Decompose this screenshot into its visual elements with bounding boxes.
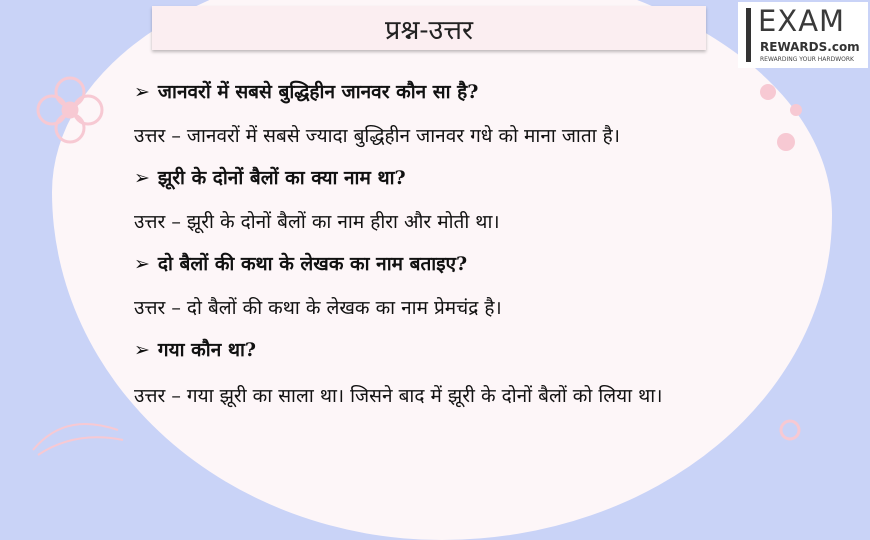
logo-exam-text: EXAM <box>758 4 846 38</box>
question-1 <box>134 74 794 118</box>
logo-bar <box>746 8 751 62</box>
logo-tagline: REWARDING YOUR HARDWORK <box>760 56 854 63</box>
answer-1: उत्तर – जानवरों में सबसे ज्यादा बुद्धिहीन जानवर गधे को माना जाता है। <box>134 125 620 147</box>
page-title: प्रश्न-उत्तर <box>152 6 706 50</box>
logo-rewards-text: REWARDS.com <box>760 40 860 54</box>
question-text: जानवरों में सबसे बुद्धिहीन जानवर कौन सा है? <box>157 81 479 103</box>
bullet-arrow-icon: ➢ <box>134 81 150 103</box>
question-text: दो बैलों की कथा के लेखक का नाम बताइए? <box>157 253 468 275</box>
exam-rewards-logo <box>738 2 868 68</box>
question-3 <box>134 246 794 290</box>
answer-2: उत्तर – झूरी के दोनों बैलों का नाम हीरा और मोती था। <box>134 211 500 233</box>
bullet-arrow-icon: ➢ <box>134 253 150 275</box>
flower-decoration-icon <box>30 70 110 150</box>
answer-4: उत्तर – गया झूरी का साला था। जिसने बाद में झूरी के दोनों बैलों को लिया था। <box>134 385 663 407</box>
answer-3: उत्तर – दो बैलों की कथा के लेखक का नाम प्रेमचंद्र है। <box>134 297 502 319</box>
bullet-arrow-icon: ➢ <box>134 339 150 361</box>
bullet-arrow-icon: ➢ <box>134 167 150 189</box>
question-text: गया कौन था? <box>157 339 257 361</box>
question-text: झूरी के दोनों बैलों का क्या नाम था? <box>157 167 406 189</box>
question-4 <box>134 332 794 376</box>
swirl-decoration-icon <box>28 410 128 460</box>
question-2 <box>134 160 794 204</box>
qa-list <box>134 74 794 416</box>
circle-decoration-icon <box>770 410 810 450</box>
